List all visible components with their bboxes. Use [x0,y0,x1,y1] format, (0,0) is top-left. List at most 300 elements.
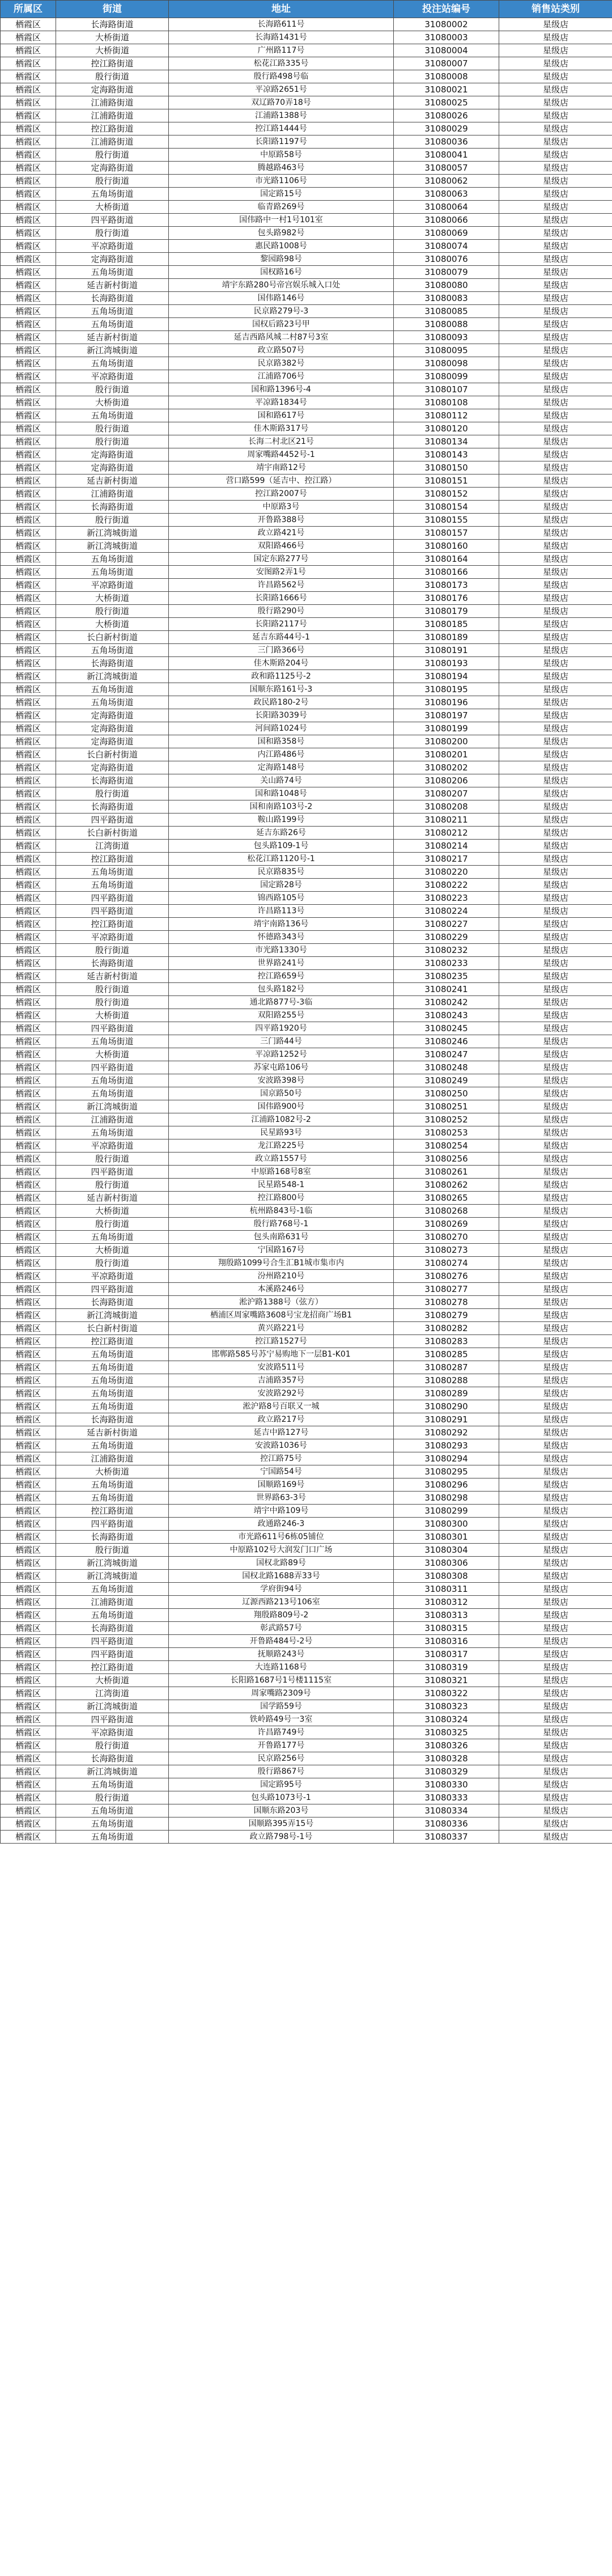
table-row [1,1205,612,1218]
table-row [1,488,612,501]
address-cell: 国和路358号 [169,735,394,748]
district-cell: 栖霞区 [1,1192,56,1205]
address-cell: 安波路511号 [169,1361,394,1374]
category-cell: 星级店 [499,1648,612,1661]
category-cell: 星级店 [499,240,612,253]
category-cell: 星级店 [499,214,612,227]
address-cell: 延吉东路44号-1 [169,631,394,644]
district-cell: 栖霞区 [1,1674,56,1687]
table-row [1,1439,612,1452]
district-cell: 栖霞区 [1,1765,56,1778]
table-row [1,944,612,957]
station-number-cell: 31080134 [394,435,499,448]
district-cell: 栖霞区 [1,970,56,983]
station-number-cell: 31080312 [394,1596,499,1609]
station-number-cell: 31080308 [394,1570,499,1583]
street-cell: 江浦路街道 [56,96,169,109]
street-cell: 平凉路街道 [56,240,169,253]
street-cell: 五角场街道 [56,357,169,370]
address-cell: 长海二村北区21号 [169,435,394,448]
table-row [1,1713,612,1726]
table-row [1,827,612,840]
table-row [1,266,612,279]
street-cell: 控江路街道 [56,1505,169,1518]
district-cell: 栖霞区 [1,1465,56,1478]
category-cell: 星级店 [499,1831,612,1844]
station-number-cell: 31080316 [394,1635,499,1648]
category-cell: 星级店 [499,631,612,644]
address-cell: 靖宇南路136号 [169,918,394,931]
district-cell: 栖霞区 [1,31,56,44]
table-row [1,605,612,618]
category-cell: 星级店 [499,1609,612,1622]
station-number-cell: 31080200 [394,735,499,748]
category-cell: 星级店 [499,1726,612,1739]
station-number-cell: 31080150 [394,461,499,474]
district-cell: 栖霞区 [1,1022,56,1035]
district-cell: 栖霞区 [1,1400,56,1413]
category-cell: 星级店 [499,1739,612,1752]
station-number-cell: 31080007 [394,57,499,70]
station-number-cell: 31080025 [394,96,499,109]
address-cell: 周家嘴路2309号 [169,1687,394,1700]
address-cell: 国伟路900号 [169,1100,394,1113]
address-cell: 国顺东路161号-3 [169,683,394,696]
category-cell: 星级店 [499,70,612,83]
category-cell: 星级店 [499,1531,612,1544]
category-cell: 星级店 [499,1752,612,1765]
street-cell: 江浦路街道 [56,488,169,501]
station-number-cell: 31080296 [394,1478,499,1492]
street-cell: 控江路街道 [56,122,169,135]
station-number-cell: 31080250 [394,1087,499,1100]
street-cell: 长海路街道 [56,501,169,514]
table-row [1,1518,612,1531]
street-cell: 长海路街道 [56,774,169,787]
category-cell: 星级店 [499,1635,612,1648]
station-number-cell: 31080249 [394,1074,499,1087]
station-number-cell: 31080003 [394,31,499,44]
category-cell: 星级店 [499,266,612,279]
table-row [1,1348,612,1361]
table-row [1,1622,612,1635]
table-row [1,1765,612,1778]
table-row [1,1465,612,1478]
address-cell: 临青路269号 [169,201,394,214]
category-cell: 星级店 [499,1426,612,1439]
category-cell: 星级店 [499,1022,612,1035]
street-cell: 定海路街道 [56,761,169,774]
table-row [1,1074,612,1087]
category-cell: 星级店 [499,1100,612,1113]
category-cell: 星级店 [499,540,612,553]
station-number-cell: 31080107 [394,383,499,396]
district-cell: 栖霞区 [1,435,56,448]
category-cell: 星级店 [499,422,612,435]
station-number-cell: 31080093 [394,331,499,344]
street-cell: 五角场街道 [56,566,169,579]
category-cell: 星级店 [499,1361,612,1374]
address-cell: 安波路292号 [169,1387,394,1400]
station-number-cell: 31080235 [394,970,499,983]
table-row [1,631,612,644]
table-row [1,957,612,970]
table-row [1,1648,612,1661]
category-cell: 星级店 [499,1622,612,1635]
address-cell: 国学路59号 [169,1700,394,1713]
table-row [1,1778,612,1791]
station-number-cell: 31080099 [394,370,499,383]
address-cell: 开鲁路388号 [169,514,394,527]
street-cell: 四平路街道 [56,892,169,905]
street-cell: 五角场街道 [56,1609,169,1622]
street-cell: 五角场街道 [56,1831,169,1844]
district-cell: 栖霞区 [1,1218,56,1231]
station-number-cell: 31080252 [394,1113,499,1126]
street-cell: 五角场街道 [56,1126,169,1139]
table-row [1,135,612,149]
category-cell: 星级店 [499,1439,612,1452]
street-cell: 殷行街道 [56,1153,169,1166]
header-store-category: 销售站类别 [499,1,612,18]
table-row [1,435,612,448]
district-cell: 栖霞区 [1,1700,56,1713]
category-cell: 星级店 [499,748,612,761]
address-cell: 政和路1125号-2 [169,670,394,683]
category-cell: 星级店 [499,1596,612,1609]
station-number-cell: 31080057 [394,162,499,175]
district-cell: 栖霞区 [1,474,56,488]
street-cell: 控江路街道 [56,918,169,931]
category-cell: 星级店 [499,1218,612,1231]
station-number-cell: 31080298 [394,1492,499,1505]
table-row [1,918,612,931]
district-cell: 栖霞区 [1,774,56,787]
street-cell: 五角场街道 [56,1374,169,1387]
category-cell: 星级店 [499,1478,612,1492]
station-number-cell: 31080337 [394,1831,499,1844]
table-row [1,1452,612,1465]
station-number-cell: 31080268 [394,1205,499,1218]
station-number-cell: 31080294 [394,1452,499,1465]
address-cell: 黎园路98号 [169,253,394,266]
address-cell: 包头路982号 [169,227,394,240]
street-cell: 殷行街道 [56,1544,169,1557]
category-cell: 星级店 [499,383,612,396]
table-row [1,1557,612,1570]
category-cell: 星级店 [499,57,612,70]
street-cell: 江湾街道 [56,1687,169,1700]
table-row [1,1048,612,1061]
street-cell: 四平路街道 [56,214,169,227]
address-cell: 国和路1048号 [169,787,394,800]
street-cell: 殷行街道 [56,944,169,957]
table-row [1,227,612,240]
district-cell: 栖霞区 [1,1713,56,1726]
address-cell: 江浦路1388号 [169,109,394,122]
street-cell: 五角场街道 [56,866,169,879]
address-cell: 营口路599（延吉中、控江路） [169,474,394,488]
street-cell: 平凉路街道 [56,1726,169,1739]
district-cell: 栖霞区 [1,396,56,409]
table-row [1,905,612,918]
station-number-cell: 31080262 [394,1179,499,1192]
district-cell: 栖霞区 [1,631,56,644]
table-row [1,814,612,827]
district-cell: 栖霞区 [1,1087,56,1100]
category-cell: 星级店 [499,474,612,488]
district-cell: 栖霞区 [1,592,56,605]
category-cell: 星级店 [499,1335,612,1348]
table-row [1,1153,612,1166]
district-cell: 栖霞区 [1,1074,56,1087]
street-cell: 大桥街道 [56,396,169,409]
station-number-cell: 31080008 [394,70,499,83]
street-cell: 新江湾城街道 [56,1557,169,1570]
table-row [1,1831,612,1844]
street-cell: 延吉新村街道 [56,474,169,488]
station-number-cell: 31080195 [394,683,499,696]
table-row [1,892,612,905]
address-cell: 殷行路290号 [169,605,394,618]
table-row [1,1061,612,1074]
address-cell: 世界路241号 [169,957,394,970]
table-row [1,1583,612,1596]
address-cell: 本溪路246号 [169,1283,394,1296]
category-cell: 星级店 [499,814,612,827]
station-number-cell: 31080208 [394,800,499,814]
table-row [1,696,612,709]
street-cell: 新江湾城街道 [56,527,169,540]
station-number-cell: 31080160 [394,540,499,553]
district-cell: 栖霞区 [1,853,56,866]
station-number-cell: 31080207 [394,787,499,800]
table-row [1,240,612,253]
address-cell: 市光路1330号 [169,944,394,957]
street-cell: 四平路街道 [56,1635,169,1648]
station-number-cell: 31080336 [394,1817,499,1831]
district-cell: 栖霞区 [1,866,56,879]
category-cell: 星级店 [499,305,612,318]
station-number-cell: 31080021 [394,83,499,96]
table-row [1,1361,612,1374]
street-cell: 江浦路街道 [56,109,169,122]
district-cell: 栖霞区 [1,1283,56,1296]
station-number-cell: 31080197 [394,709,499,722]
category-cell: 星级店 [499,553,612,566]
address-cell: 安图路2弄1号 [169,566,394,579]
category-cell: 星级店 [499,1113,612,1126]
category-cell: 星级店 [499,83,612,96]
district-cell: 栖霞区 [1,814,56,827]
station-number-cell: 31080189 [394,631,499,644]
table-row [1,514,612,527]
table-row [1,853,612,866]
table-row [1,292,612,305]
table-row [1,748,612,761]
category-cell: 星级店 [499,109,612,122]
district-cell: 栖霞区 [1,70,56,83]
address-cell: 国伟路146号 [169,292,394,305]
street-cell: 殷行街道 [56,1218,169,1231]
station-number-cell: 31080173 [394,579,499,592]
station-number-cell: 31080299 [394,1505,499,1518]
street-cell: 新江湾城街道 [56,1700,169,1713]
station-number-cell: 31080164 [394,553,499,566]
category-cell: 星级店 [499,1557,612,1570]
district-cell: 栖霞区 [1,1518,56,1531]
address-cell: 政立路507号 [169,344,394,357]
category-cell: 星级店 [499,175,612,188]
station-number-cell: 31080232 [394,944,499,957]
street-cell: 五角场街道 [56,1231,169,1244]
category-cell: 星级店 [499,201,612,214]
table-row [1,331,612,344]
table-body [1,18,612,1844]
street-cell: 四平路街道 [56,1648,169,1661]
district-cell: 栖霞区 [1,1635,56,1648]
address-cell: 长阳路1197号 [169,135,394,149]
street-cell: 延吉新村街道 [56,331,169,344]
address-cell: 控江路1527号 [169,1335,394,1348]
street-cell: 大桥街道 [56,1674,169,1687]
district-cell: 栖霞区 [1,1100,56,1113]
street-cell: 五角场街道 [56,683,169,696]
table-row [1,1309,612,1322]
table-row [1,253,612,266]
category-cell: 星级店 [499,605,612,618]
address-cell: 包头路109-1号 [169,840,394,853]
table-row [1,448,612,461]
station-number-cell: 31080329 [394,1765,499,1778]
category-cell: 星级店 [499,879,612,892]
station-number-cell: 31080317 [394,1648,499,1661]
street-cell: 江浦路街道 [56,135,169,149]
address-cell: 江浦路706号 [169,370,394,383]
category-cell: 星级店 [499,292,612,305]
district-cell: 栖霞区 [1,175,56,188]
street-cell: 江浦路街道 [56,1452,169,1465]
district-cell: 栖霞区 [1,501,56,514]
station-number-cell: 31080194 [394,670,499,683]
district-cell: 栖霞区 [1,735,56,748]
district-cell: 栖霞区 [1,253,56,266]
station-number-cell: 31080185 [394,618,499,631]
table-row [1,344,612,357]
address-cell: 安波路1036号 [169,1439,394,1452]
station-number-cell: 31080201 [394,748,499,761]
station-number-cell: 31080321 [394,1674,499,1687]
district-cell: 栖霞区 [1,527,56,540]
header-street: 街道 [56,1,169,18]
category-cell: 星级店 [499,396,612,409]
category-cell: 星级店 [499,1518,612,1531]
street-cell: 平凉路街道 [56,1139,169,1153]
district-cell: 栖霞区 [1,1505,56,1518]
station-number-cell: 31080273 [394,1244,499,1257]
table-row [1,1035,612,1048]
street-cell: 延吉新村街道 [56,970,169,983]
station-number-cell: 31080229 [394,931,499,944]
category-cell: 星级店 [499,735,612,748]
address-cell: 民京路256号 [169,1752,394,1765]
address-cell: 长阳路2117号 [169,618,394,631]
address-cell: 国权北路1688弄33号 [169,1570,394,1583]
station-number-cell: 31080085 [394,305,499,318]
table-row [1,618,612,631]
address-cell: 佳木斯路317号 [169,422,394,435]
district-cell: 栖霞区 [1,266,56,279]
station-number-cell: 31080301 [394,1531,499,1544]
table-row [1,670,612,683]
category-cell: 星级店 [499,162,612,175]
street-cell: 五角场街道 [56,1492,169,1505]
station-number-cell: 31080098 [394,357,499,370]
district-cell: 栖霞区 [1,279,56,292]
category-cell: 星级店 [499,344,612,357]
address-cell: 江浦路1082号-2 [169,1113,394,1126]
address-cell: 松花江路1120号-1 [169,853,394,866]
street-cell: 新江湾城街道 [56,1765,169,1778]
table-row [1,931,612,944]
street-cell: 平凉路街道 [56,370,169,383]
category-cell: 星级店 [499,1179,612,1192]
street-cell: 江浦路街道 [56,1113,169,1126]
address-cell: 靖宇中路109号 [169,1505,394,1518]
district-cell: 栖霞区 [1,149,56,162]
table-row [1,1257,612,1270]
district-cell: 栖霞区 [1,1609,56,1622]
address-cell: 翔殷路809号-2 [169,1609,394,1622]
address-cell: 河间路1024号 [169,722,394,735]
station-number-cell: 31080313 [394,1609,499,1622]
category-cell: 星级店 [499,31,612,44]
district-cell: 栖霞区 [1,918,56,931]
category-cell: 星级店 [499,1153,612,1166]
category-cell: 星级店 [499,1166,612,1179]
station-number-cell: 31080217 [394,853,499,866]
station-number-cell: 31080248 [394,1061,499,1074]
category-cell: 星级店 [499,774,612,787]
address-cell: 政立路1557号 [169,1153,394,1166]
table-row [1,383,612,396]
address-cell: 三门路366号 [169,644,394,657]
table-header [1,1,612,18]
station-number-cell: 31080278 [394,1296,499,1309]
district-cell: 栖霞区 [1,1322,56,1335]
street-cell: 大桥街道 [56,618,169,631]
district-cell: 栖霞区 [1,292,56,305]
address-cell: 民星路93号 [169,1126,394,1139]
category-cell: 星级店 [499,488,612,501]
address-cell: 延吉中路127号 [169,1426,394,1439]
category-cell: 星级店 [499,1674,612,1687]
address-cell: 靖宇南路12号 [169,461,394,474]
street-cell: 定海路街道 [56,735,169,748]
address-cell: 控江路1444号 [169,122,394,135]
category-cell: 星级店 [499,683,612,696]
table-row [1,787,612,800]
district-cell: 栖霞区 [1,1726,56,1739]
table-row [1,18,612,31]
address-cell: 控江路800号 [169,1192,394,1205]
district-cell: 栖霞区 [1,1335,56,1348]
street-cell: 控江路街道 [56,853,169,866]
table-row [1,44,612,57]
street-cell: 江湾街道 [56,840,169,853]
table-row [1,162,612,175]
address-cell: 长阳路1687号1号楼1115室 [169,1674,394,1687]
